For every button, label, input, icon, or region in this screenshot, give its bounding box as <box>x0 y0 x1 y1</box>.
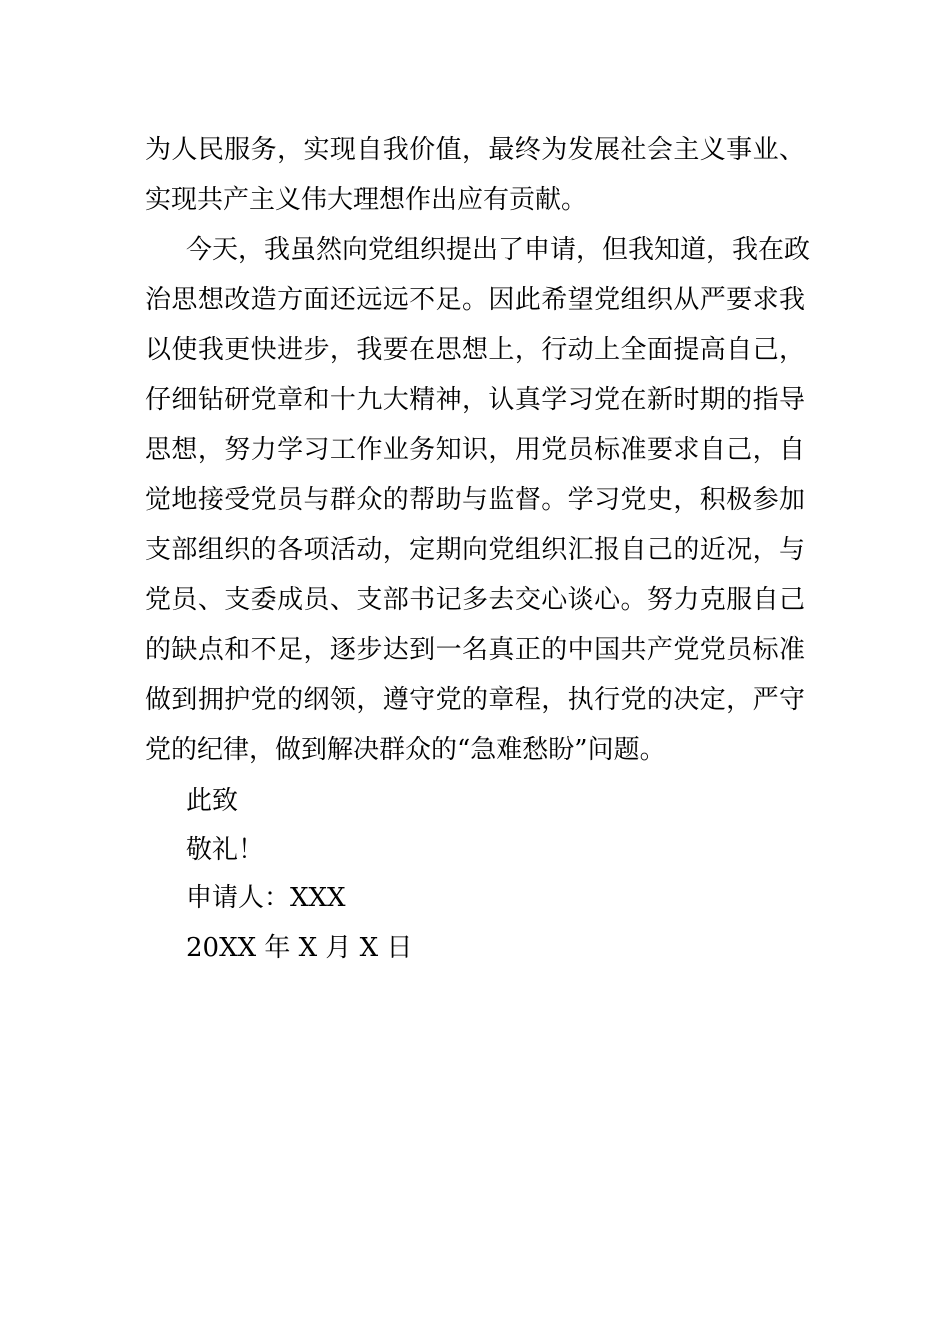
salute-text: 敬礼！ <box>186 835 265 865</box>
paragraph-2-line-10: 做到拥护党的纲领，遵守党的章程，执行党的决定，严守 <box>145 685 805 715</box>
paragraph-2-line-9: 的缺点和不足，逐步达到一名真正的中国共产党党员标准 <box>145 635 805 665</box>
paragraph-1-line-2: 实现共产主义伟大理想作出应有贡献。 <box>145 185 588 215</box>
paragraph-2-line-4: 仔细钻研党章和十九大精神，认真学习党在新时期的指导 <box>145 385 805 415</box>
paragraph-2-line-1: 今天，我虽然向党组织提出了申请，但我知道，我在政 <box>186 235 811 265</box>
applicant-signature: 申请人：XXX <box>186 883 346 913</box>
paragraph-2-line-5: 思想，努力学习工作业务知识，用党员标准要求自己，自 <box>145 435 805 465</box>
paragraph-2-line-6: 觉地接受党员与群众的帮助与监督。学习党史，积极参加 <box>145 485 805 515</box>
paragraph-1-line-1: 为人民服务，实现自我价值，最终为发展社会主义事业、 <box>145 135 805 165</box>
paragraph-2-line-2: 治思想改造方面还远远不足。因此希望党组织从严要求我 <box>145 285 805 315</box>
closing-text: 此致 <box>186 786 239 816</box>
paragraph-2-line-8: 党员、支委成员、支部书记多去交心谈心。努力克服自己 <box>145 585 805 615</box>
paragraph-2-line-7: 支部组织的各项活动，定期向党组织汇报自己的近况，与 <box>145 535 805 565</box>
paragraph-2-line-3: 以使我更快进步，我要在思想上，行动上全面提高自己， <box>145 335 805 365</box>
date-line: 20XX 年 X 月 X 日 <box>186 933 413 963</box>
paragraph-2-line-11: 党的纪律，做到解决群众的“急难愁盼”问题。 <box>145 735 666 765</box>
